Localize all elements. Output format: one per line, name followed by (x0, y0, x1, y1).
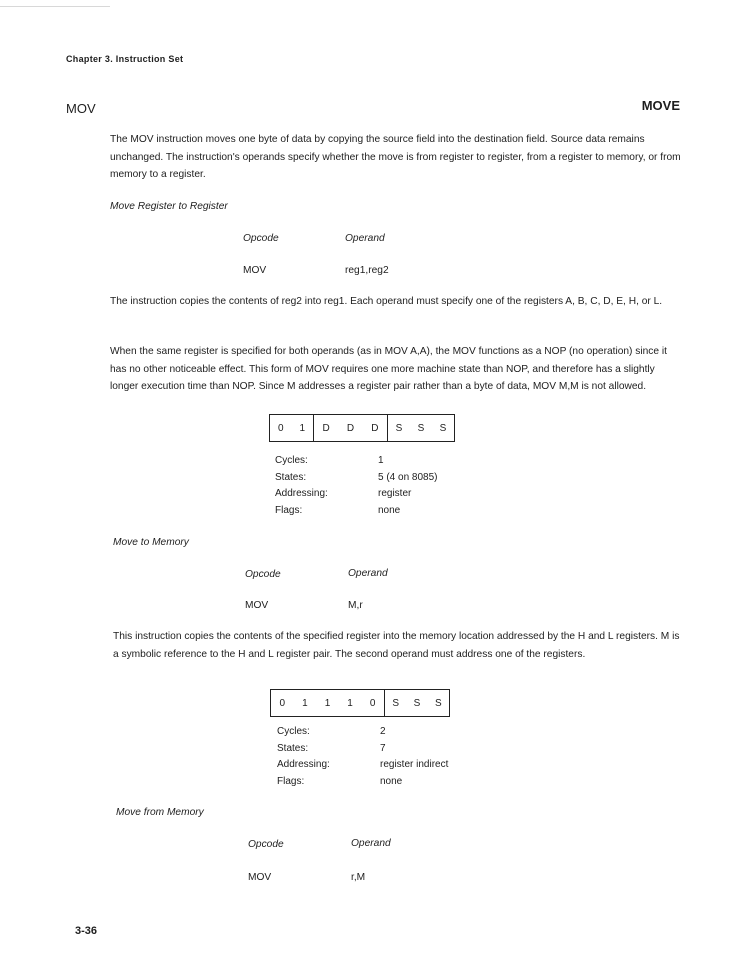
addressing-value: register (378, 488, 412, 499)
to-memory-description: This instruction copies the contents of the specified register into the memory location addressed by the H and L registers. M is a symbolic reference to the H and L register pair. The second operand must address one of the registers. (113, 631, 680, 660)
page-number: 3-36 (75, 925, 98, 937)
operand-value: reg1,reg2 (345, 265, 389, 276)
bit: 1 (302, 697, 308, 709)
operand-label: Operand (348, 568, 388, 579)
bit: S (417, 422, 425, 434)
timing-properties (277, 724, 448, 790)
opcode-value: MOV (243, 265, 267, 276)
section-heading-reg-to-reg: Move Register to Register (110, 201, 228, 212)
states-label: States: (275, 471, 307, 483)
instruction-mnemonic: MOV (66, 101, 96, 116)
bit: D (346, 422, 355, 434)
chapter-header: Chapter 3. Instruction Set (66, 54, 184, 64)
scan-edge-line (0, 6, 110, 7)
bit: 1 (347, 697, 353, 709)
bit: 1 (324, 697, 331, 709)
encoding-prefix-bits (270, 415, 313, 441)
bit: S (413, 697, 421, 709)
flags-value: none (380, 775, 403, 787)
opcode-label: Opcode (243, 233, 279, 244)
section-heading-to-memory: Move to Memory (113, 537, 189, 548)
opcode-value: MOV (248, 872, 272, 883)
flags-value: none (378, 504, 401, 516)
opcode-label: Opcode (248, 839, 284, 850)
addressing-label: Addressing: (275, 488, 328, 499)
addressing-value: register indirect (380, 759, 449, 770)
cycles-label: Cycles: (275, 455, 308, 466)
bit: S (439, 422, 447, 434)
states-label: States: (277, 742, 309, 754)
flags-label: Flags: (277, 775, 305, 787)
bit: 0 (277, 422, 284, 434)
states-value: 5 (4 on 8085) (378, 471, 438, 483)
opcode-value: MOV (245, 600, 269, 611)
bit: D (371, 422, 379, 434)
opcode-label: Opcode (245, 569, 281, 580)
section-heading-from-memory: Move from Memory (116, 807, 204, 818)
operand-value: M,r (348, 600, 363, 611)
encoding-source-bits (384, 690, 449, 716)
bit: S (434, 697, 442, 709)
cycles-label: Cycles: (277, 726, 310, 737)
encoding-dest-bits (313, 415, 387, 441)
bit: 0 (369, 697, 376, 709)
operand-label: Operand (351, 838, 391, 849)
bit: D (322, 422, 330, 434)
flags-label: Flags: (275, 504, 303, 516)
bit: S (395, 422, 403, 434)
bit: 1 (299, 422, 306, 434)
cycles-value: 2 (380, 726, 386, 737)
intro-paragraph: The MOV instruction moves one byte of data by copying the source field into the destination field. Source data remains unchanged. The instruction's operands specify whether the move is from register to register, from a register to memory, or from memory to a register. (110, 134, 681, 180)
instruction-encoding-box (270, 689, 450, 717)
cycles-value: 1 (378, 455, 384, 466)
operand-value: r,M (351, 872, 366, 883)
states-value: 7 (380, 742, 386, 754)
bit: S (392, 697, 399, 709)
operand-label: Operand (345, 233, 385, 244)
instruction-title: MOVE (641, 98, 680, 113)
timing-properties (275, 453, 438, 519)
encoding-source-bits (387, 415, 454, 441)
bit: 0 (279, 697, 286, 709)
encoding-prefix-bits (271, 690, 384, 716)
reg-to-reg-description: The instruction copies the contents of reg2 into reg1. Each operand must specify one of the registers A, B, C, D, E, H, or L. (110, 296, 663, 307)
nop-note-paragraph: When the same register is specified for both operands (as in MOV A,A), the MOV functions as a NOP (no operation) since it has no other noticeable effect. This form of MOV requires one more machine state than NOP, and therefore has a slightly longer execution time than NOP. Since M addresses a register pair rather than a byte of data, MOV M,M is not allowed. (110, 346, 667, 392)
instruction-encoding-box (269, 414, 455, 442)
addressing-label: Addressing: (277, 759, 330, 770)
